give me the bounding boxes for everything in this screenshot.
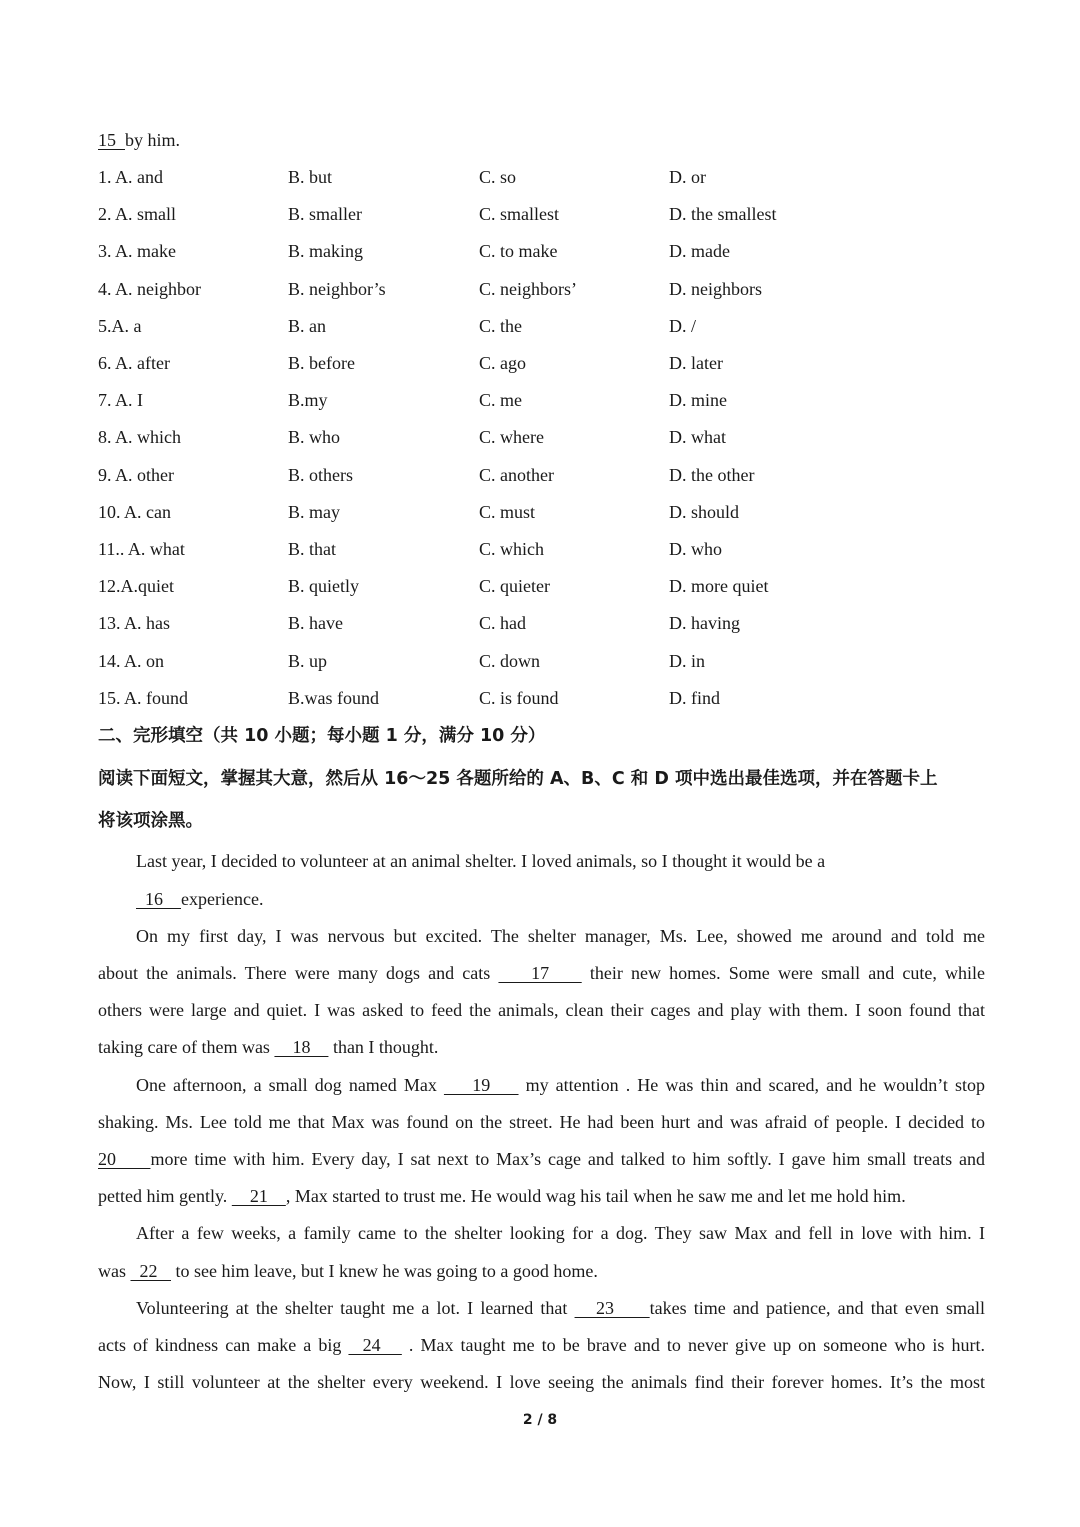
- option-row: [98, 425, 798, 449]
- blank-21: 21: [231, 1186, 286, 1206]
- option-choice: 15. A. found: [98, 687, 188, 708]
- option-choice: B. may: [288, 501, 340, 522]
- option-choice: D. or: [669, 167, 706, 187]
- passage-line: 16 experience.: [136, 889, 264, 909]
- option-choice: B.was found: [288, 687, 379, 708]
- option-choice: B. an: [288, 315, 326, 336]
- option-choice: D. neighbors: [669, 278, 762, 299]
- passage-line: On my first day, I was nervous but excited. The shelter manager, Ms. Lee, showed me around and told me: [136, 926, 985, 946]
- option-choice: B.my: [288, 390, 328, 411]
- passage-line: shaking. Ms. Lee told me that Max was found on the street. He had been hurt and was afraid of people. I decided to: [98, 1112, 985, 1132]
- passage-line: Last year, I decided to volunteer at an animal shelter. I loved animals, so I thought it would be a: [136, 851, 826, 871]
- option-row: [98, 686, 798, 710]
- blank-22: 22: [130, 1261, 171, 1281]
- option-row: [98, 277, 798, 301]
- option-choice: D. should: [669, 501, 740, 522]
- option-choice: D. made: [669, 241, 730, 262]
- option-choice: C. to make: [479, 241, 558, 262]
- option-choice: 12.A.quiet: [98, 576, 174, 597]
- option-choice: 11.. A. what: [98, 539, 185, 559]
- option-choice: 8. A. which: [98, 427, 181, 448]
- option-choice: 2. A. small: [98, 204, 177, 225]
- continuation-line: [98, 128, 180, 152]
- option-choice: 5.A. a: [98, 315, 142, 336]
- option-choice: C. ago: [479, 353, 526, 373]
- passage-line: Now, I still volunteer at the shelter every weekend. I love seeing the animals find their forever homes. It’s the most: [98, 1372, 985, 1392]
- option-choice: D. what: [669, 427, 726, 448]
- option-choice: 14. A. on: [98, 650, 165, 671]
- option-row: [98, 574, 798, 598]
- option-choice: D. having: [669, 613, 740, 634]
- blank-16: 16: [136, 889, 181, 909]
- section-instruction-cont: 将该项涂黑。: [98, 811, 203, 831]
- option-row: [98, 314, 798, 338]
- passage-line: was 22 to see him leave, but I knew he was going to a good home.: [98, 1261, 598, 1281]
- option-choice: C. which: [479, 539, 544, 559]
- blank-23: 23: [574, 1298, 650, 1318]
- option-row: [98, 388, 798, 412]
- blank-15: 15: [98, 130, 125, 150]
- section-instruction: 阅读下面短文，掌握其大意，然后从 16～25 各题所给的 A、B、C 和 D 项中选出最佳选项，并在答题卡上: [98, 769, 938, 789]
- option-choice: 4. A. neighbor: [98, 278, 201, 299]
- passage-line: petted him gently. 21 , Max started to trust me. He would wag his tail when he saw me and let me hold him.: [98, 1186, 906, 1206]
- option-row: [98, 351, 798, 375]
- blank-24: 24: [348, 1335, 402, 1355]
- page-number: 2 / 8: [522, 1412, 558, 1428]
- option-choice: B. making: [288, 241, 363, 262]
- option-row: [98, 202, 798, 226]
- option-choice: D. find: [669, 687, 720, 708]
- option-choice: C. another: [479, 464, 554, 485]
- option-choice: C. so: [479, 167, 517, 187]
- option-choice: D. in: [669, 650, 705, 671]
- option-choice: B. but: [288, 167, 333, 187]
- passage-line: Volunteering at the shelter taught me a lot. I learned that 23 takes time and patience, and that even small: [136, 1298, 985, 1318]
- option-choice: 3. A. make: [98, 241, 176, 262]
- option-choice: 9. A. other: [98, 464, 174, 485]
- option-row: [98, 165, 798, 189]
- option-choice: D. the other: [669, 464, 755, 485]
- option-choice: C. neighbors’: [479, 278, 577, 299]
- option-choice: 10. A. can: [98, 501, 171, 522]
- option-choice: B. before: [288, 353, 355, 373]
- section-heading: 二、完形填空（共 10 小题；每小题 1 分，满分 10 分）: [98, 726, 546, 746]
- option-row: [98, 649, 798, 673]
- option-choice: 13. A. has: [98, 613, 170, 634]
- option-row: [98, 463, 798, 487]
- passage-line: others were large and quiet. I was asked to feed the animals, clean their cages and play with them. I soon found that: [98, 1000, 985, 1020]
- option-choice: D. who: [669, 539, 722, 559]
- option-row: [98, 611, 798, 635]
- option-choice: B. smaller: [288, 204, 362, 225]
- option-choice: C. must: [479, 501, 536, 522]
- blank-18: 18: [274, 1037, 329, 1057]
- passage-line: After a few weeks, a family came to the shelter looking for a dog. They saw Max and fell in love with him. I: [136, 1223, 985, 1243]
- option-choice: B. neighbor’s: [288, 278, 386, 299]
- option-choice: C. smallest: [479, 204, 559, 225]
- option-choice: C. is found: [479, 687, 559, 708]
- option-choice: B. have: [288, 613, 343, 634]
- option-choice: B. up: [288, 650, 328, 671]
- option-choice: D. mine: [669, 390, 727, 411]
- option-choice: C. where: [479, 427, 544, 448]
- continuation-text: by him.: [125, 130, 181, 150]
- option-choice: C. me: [479, 390, 522, 411]
- passage-line: acts of kindness can make a big 24 . Max taught me to be brave and to never give up on someone who is hurt.: [98, 1335, 985, 1355]
- passage-line: One afternoon, a small dog named Max 19 my attention . He was thin and scared, and he wouldn’t stop: [136, 1075, 985, 1095]
- option-row: [98, 537, 798, 561]
- option-choice: C. quieter: [479, 576, 550, 597]
- option-choice: C. the: [479, 315, 522, 336]
- option-choice: D. later: [669, 353, 723, 373]
- option-row: [98, 500, 798, 524]
- option-choice: D. /: [669, 315, 696, 336]
- blank-20: 20: [98, 1149, 151, 1169]
- passage-line: about the animals. There were many dogs and cats 17 their new homes. Some were small and cute, while: [98, 963, 985, 983]
- option-choice: D. the smallest: [669, 204, 777, 225]
- option-choice: C. down: [479, 650, 541, 671]
- option-choice: C. had: [479, 613, 526, 634]
- option-choice: B. who: [288, 427, 341, 448]
- option-choice: B. others: [288, 464, 353, 485]
- passage-line: taking care of them was 18 than I thought.: [98, 1037, 439, 1057]
- option-choice: B. quietly: [288, 576, 359, 597]
- option-choice: 7. A. I: [98, 390, 143, 411]
- option-choice: D. more quiet: [669, 576, 769, 597]
- passage-line: 20 more time with him. Every day, I sat next to Max’s cage and talked to him softly. I gave him small treats and: [98, 1149, 985, 1169]
- option-choice: 1. A. and: [98, 167, 163, 187]
- option-choice: 6. A. after: [98, 353, 170, 373]
- blank-17: 17: [498, 963, 582, 983]
- blank-19: 19: [443, 1075, 519, 1095]
- option-choice: B. that: [288, 539, 336, 559]
- option-row: [98, 239, 798, 263]
